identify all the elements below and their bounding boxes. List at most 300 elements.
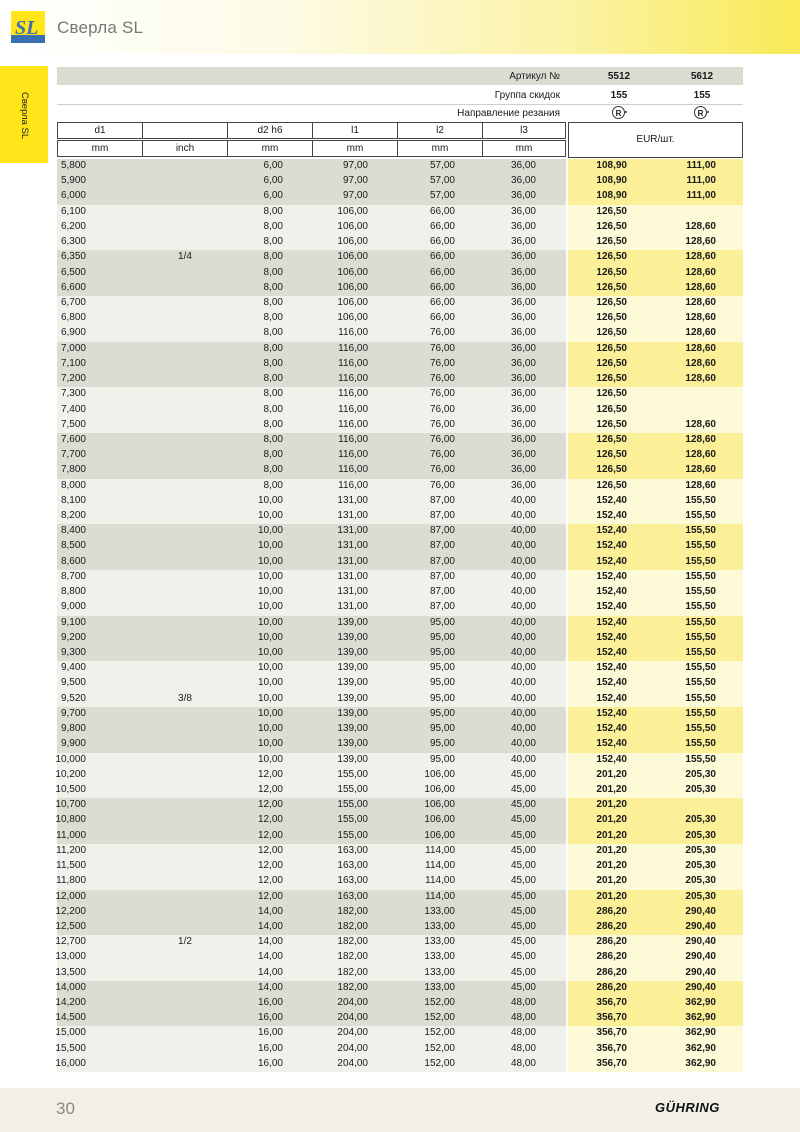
cell-l3: 45,00 <box>510 951 536 963</box>
cell-l2: 133,00 <box>424 981 455 993</box>
cell-price-5612: 290,40 <box>685 936 716 948</box>
row-band <box>57 524 566 539</box>
cell-price-5612: 155,50 <box>685 494 716 506</box>
price-band <box>568 342 743 357</box>
row-band <box>57 874 566 889</box>
price-band <box>568 981 743 996</box>
cell-price-5612: 155,50 <box>685 586 716 598</box>
row-band <box>57 266 566 281</box>
table-row <box>57 935 743 950</box>
cell-d1: 7,200 <box>60 373 86 385</box>
cell-l2: 76,00 <box>429 433 455 445</box>
cell-l1: 106,00 <box>337 296 368 308</box>
row-band <box>57 631 566 646</box>
cell-d2: 14,00 <box>257 920 283 932</box>
cell-l2: 66,00 <box>429 251 455 263</box>
cell-price-5512: 356,70 <box>596 1057 627 1069</box>
table-row <box>57 387 743 402</box>
cell-price-5612: 111,00 <box>686 175 716 187</box>
cell-l3: 45,00 <box>510 783 536 795</box>
cell-d1: 10,700 <box>55 799 86 811</box>
cell-l2: 133,00 <box>424 920 455 932</box>
cell-l3: 48,00 <box>510 1057 536 1069</box>
cell-l1: 204,00 <box>337 1012 368 1024</box>
unit-d1: mm <box>57 140 143 157</box>
cell-d2: 12,00 <box>257 890 283 902</box>
cell-l2: 87,00 <box>429 540 455 552</box>
cell-l1: 163,00 <box>337 860 368 872</box>
row-band <box>57 342 566 357</box>
cell-l2: 133,00 <box>424 905 455 917</box>
cell-l1: 163,00 <box>337 875 368 887</box>
cell-price-5612: 128,60 <box>685 479 716 491</box>
price-band <box>568 235 743 250</box>
cell-price-5612: 290,40 <box>685 905 716 917</box>
price-band <box>568 631 743 646</box>
article-5612: 5612 <box>690 71 714 82</box>
cell-price-5512: 286,20 <box>596 905 627 917</box>
cell-d2: 10,00 <box>257 540 283 552</box>
cell-l2: 87,00 <box>429 510 455 522</box>
cell-l2: 133,00 <box>424 936 455 948</box>
cell-price-5512: 201,20 <box>596 768 627 780</box>
cell-d1: 13,000 <box>55 951 86 963</box>
row-band <box>57 357 566 372</box>
cell-price-5612: 155,50 <box>685 570 716 582</box>
price-band <box>568 966 743 981</box>
cell-price-5612: 155,50 <box>685 616 716 628</box>
cell-l2: 76,00 <box>429 449 455 461</box>
cell-d1: 9,700 <box>60 707 86 719</box>
table-row <box>57 890 743 905</box>
row-band <box>57 585 566 600</box>
cell-d1: 7,400 <box>60 403 86 415</box>
table-row <box>57 737 743 752</box>
cell-l1: 106,00 <box>337 266 368 278</box>
cell-price-5512: 126,50 <box>596 403 627 415</box>
cell-price-5512: 126,50 <box>596 449 627 461</box>
cell-price-5612: 155,50 <box>685 753 716 765</box>
cell-d1: 6,900 <box>60 327 86 339</box>
price-band <box>568 829 743 844</box>
cell-l3: 36,00 <box>510 433 536 445</box>
row-band <box>57 463 566 478</box>
unit-l3: mm <box>482 140 566 157</box>
cell-d1: 9,300 <box>60 647 86 658</box>
price-band <box>568 189 743 204</box>
cell-l3: 36,00 <box>510 418 536 430</box>
cell-l2: 66,00 <box>429 312 455 324</box>
cell-l3: 36,00 <box>510 357 536 369</box>
table-row <box>57 950 743 965</box>
cell-price-5512: 201,20 <box>596 890 627 902</box>
cell-l2: 95,00 <box>429 707 455 719</box>
cell-price-5512: 126,50 <box>596 296 627 308</box>
cell-l1: 139,00 <box>337 662 368 674</box>
cell-l3: 40,00 <box>510 494 536 506</box>
cell-l1: 155,00 <box>337 829 368 841</box>
cell-price-5612: 128,60 <box>685 236 716 248</box>
cell-l3: 40,00 <box>510 723 536 735</box>
cell-price-5512: 152,40 <box>596 586 627 598</box>
col-l3: l3 <box>482 122 566 139</box>
cell-l2: 95,00 <box>429 723 455 735</box>
table-row <box>57 692 743 707</box>
price-band <box>568 722 743 737</box>
cell-price-5512: 152,40 <box>596 510 627 522</box>
cell-price-5612: 111,00 <box>686 160 716 171</box>
cell-l1: 106,00 <box>337 236 368 248</box>
cell-l1: 131,00 <box>337 601 368 613</box>
cell-d1: 9,800 <box>60 723 86 735</box>
cell-l1: 97,00 <box>342 160 368 171</box>
cell-l2: 95,00 <box>429 662 455 674</box>
cell-price-5612: 155,50 <box>685 540 716 552</box>
discount-5612: 155 <box>693 90 711 101</box>
cell-d1: 5,900 <box>60 175 86 187</box>
cell-price-5512: 126,50 <box>596 373 627 385</box>
price-header: EUR/шт. <box>568 122 743 158</box>
cell-price-5612: 205,30 <box>685 829 716 841</box>
cell-price-5612: 205,30 <box>685 875 716 887</box>
table-row <box>57 646 743 661</box>
cell-price-5612: 205,30 <box>685 814 716 826</box>
cell-l1: 182,00 <box>337 981 368 993</box>
cell-l2: 76,00 <box>429 464 455 476</box>
cell-l1: 139,00 <box>337 738 368 750</box>
cell-d1: 12,500 <box>55 920 86 932</box>
cell-l1: 155,00 <box>337 768 368 780</box>
cell-d2: 10,00 <box>257 631 283 643</box>
price-band <box>568 935 743 950</box>
cell-price-5512: 126,50 <box>596 281 627 293</box>
cell-price-5512: 201,20 <box>596 875 627 887</box>
side-tab-label: Сверла SL <box>19 92 30 140</box>
cell-price-5512: 152,40 <box>596 677 627 689</box>
cell-d1: 7,700 <box>60 449 86 461</box>
cell-d2: 10,00 <box>257 494 283 506</box>
cell-inch: 1/4 <box>178 251 192 263</box>
page-number: 30 <box>56 1099 75 1118</box>
cell-price-5512: 126,50 <box>596 266 627 278</box>
cell-l3: 40,00 <box>510 707 536 719</box>
row-band <box>57 555 566 570</box>
cell-d1: 6,300 <box>60 236 86 248</box>
price-band <box>568 448 743 463</box>
cell-d2: 10,00 <box>257 647 283 658</box>
cell-d2: 10,00 <box>257 510 283 522</box>
cell-l3: 40,00 <box>510 631 536 643</box>
row-band <box>57 707 566 722</box>
cell-l3: 36,00 <box>510 464 536 476</box>
cell-price-5612: 362,90 <box>685 1012 716 1024</box>
table-row <box>57 281 743 296</box>
cell-l2: 66,00 <box>429 236 455 248</box>
cell-price-5512: 126,50 <box>596 479 627 491</box>
table-row <box>57 813 743 828</box>
cell-l2: 95,00 <box>429 753 455 765</box>
cell-price-5512: 126,50 <box>596 464 627 476</box>
cell-l1: 139,00 <box>337 677 368 689</box>
cell-d2: 10,00 <box>257 525 283 537</box>
cell-d1: 14,500 <box>55 1012 86 1024</box>
cell-l1: 116,00 <box>338 373 368 385</box>
cell-l3: 40,00 <box>510 692 536 704</box>
discount-label: Группа скидок <box>494 90 560 101</box>
cell-price-5612: 128,60 <box>685 251 716 263</box>
table-row <box>57 844 743 859</box>
row-band <box>57 996 566 1011</box>
cell-l3: 45,00 <box>510 829 536 841</box>
cell-price-5612: 205,30 <box>685 768 716 780</box>
article-row <box>57 67 743 85</box>
price-band <box>568 311 743 326</box>
table-row <box>57 1011 743 1026</box>
cell-price-5512: 126,50 <box>596 220 627 232</box>
table-row <box>57 585 743 600</box>
cell-d1: 8,700 <box>60 570 86 582</box>
cell-l2: 133,00 <box>424 951 455 963</box>
table-row <box>57 463 743 478</box>
cell-d1: 9,900 <box>60 738 86 750</box>
cell-l1: 182,00 <box>337 920 368 932</box>
cell-d2: 16,00 <box>257 1057 283 1069</box>
table-row <box>57 966 743 981</box>
cell-d2: 12,00 <box>257 783 283 795</box>
cell-l1: 182,00 <box>337 936 368 948</box>
cell-d2: 10,00 <box>257 586 283 598</box>
cell-price-5512: 108,90 <box>596 160 627 171</box>
cell-price-5512: 108,90 <box>596 175 627 187</box>
cell-price-5512: 152,40 <box>596 647 627 658</box>
cell-d1: 7,600 <box>60 433 86 445</box>
row-band <box>57 676 566 691</box>
col-l1: l1 <box>312 122 398 139</box>
price-band <box>568 996 743 1011</box>
cell-d2: 8,00 <box>263 418 283 430</box>
price-band <box>568 813 743 828</box>
cell-l2: 152,00 <box>424 1027 455 1039</box>
cell-l3: 45,00 <box>510 966 536 978</box>
cell-d1: 12,200 <box>55 905 86 917</box>
price-band <box>568 570 743 585</box>
cell-l1: 106,00 <box>337 251 368 263</box>
row-band <box>57 935 566 950</box>
cell-d2: 8,00 <box>263 327 283 339</box>
cell-l2: 95,00 <box>429 631 455 643</box>
cell-l1: 97,00 <box>342 190 368 202</box>
cell-d1: 14,200 <box>55 997 86 1009</box>
cell-l2: 57,00 <box>429 175 455 187</box>
price-band <box>568 387 743 402</box>
table-row <box>57 479 743 494</box>
cell-l1: 106,00 <box>337 220 368 232</box>
table-row <box>57 905 743 920</box>
page-title: Сверла SL <box>57 18 144 37</box>
cell-l1: 155,00 <box>337 814 368 826</box>
price-band <box>568 753 743 768</box>
cell-price-5512: 152,40 <box>596 570 627 582</box>
cell-price-5612: 155,50 <box>685 525 716 537</box>
cell-price-5512: 356,70 <box>596 997 627 1009</box>
cell-l3: 36,00 <box>510 312 536 324</box>
cell-l1: 131,00 <box>337 586 368 598</box>
cell-d1: 7,500 <box>60 418 86 430</box>
direction-row <box>57 104 743 122</box>
cell-l2: 106,00 <box>424 829 455 841</box>
cell-d2: 8,00 <box>263 236 283 248</box>
price-band <box>568 874 743 889</box>
cell-d1: 7,300 <box>60 388 86 400</box>
cell-d1: 10,500 <box>55 783 86 795</box>
row-band <box>57 981 566 996</box>
cell-price-5612: 290,40 <box>685 966 716 978</box>
cell-d2: 10,00 <box>257 738 283 750</box>
table-row <box>57 616 743 631</box>
cell-l2: 95,00 <box>429 616 455 628</box>
cell-l2: 152,00 <box>424 1042 455 1054</box>
cell-l3: 45,00 <box>510 890 536 902</box>
cell-price-5612: 128,60 <box>685 220 716 232</box>
cell-l1: 139,00 <box>337 723 368 735</box>
cell-l1: 163,00 <box>337 890 368 902</box>
price-band <box>568 768 743 783</box>
cell-d2: 14,00 <box>257 951 283 963</box>
cell-d2: 6,00 <box>263 175 283 187</box>
row-band <box>57 859 566 874</box>
row-band <box>57 783 566 798</box>
price-band <box>568 266 743 281</box>
table-row <box>57 981 743 996</box>
cell-d1: 9,200 <box>60 631 86 643</box>
cell-l3: 36,00 <box>510 479 536 491</box>
sl-logo-icon <box>11 11 45 43</box>
row-band <box>57 692 566 707</box>
table-row <box>57 174 743 189</box>
discount-row <box>57 86 743 105</box>
cell-d2: 14,00 <box>257 905 283 917</box>
cell-price-5612: 362,90 <box>685 1042 716 1054</box>
cell-d2: 12,00 <box>257 844 283 856</box>
cell-d2: 16,00 <box>257 1042 283 1054</box>
cell-l3: 40,00 <box>510 525 536 537</box>
cell-l2: 76,00 <box>429 418 455 430</box>
row-band <box>57 235 566 250</box>
table-row <box>57 418 743 433</box>
cell-price-5512: 286,20 <box>596 966 627 978</box>
table-row <box>57 311 743 326</box>
cell-l2: 66,00 <box>429 266 455 278</box>
price-band <box>568 707 743 722</box>
cell-d2: 12,00 <box>257 860 283 872</box>
cell-d1: 10,800 <box>55 814 86 826</box>
row-band <box>57 281 566 296</box>
side-tab[interactable] <box>0 66 48 163</box>
cell-l1: 204,00 <box>337 1057 368 1069</box>
cell-d2: 10,00 <box>257 677 283 689</box>
cell-price-5512: 152,40 <box>596 616 627 628</box>
row-band <box>57 433 566 448</box>
cell-inch: 1/2 <box>178 936 192 948</box>
cell-l3: 45,00 <box>510 814 536 826</box>
table-row <box>57 205 743 220</box>
cell-d1: 15,500 <box>55 1042 86 1054</box>
cell-price-5612: 128,60 <box>685 373 716 385</box>
price-band <box>568 646 743 661</box>
cell-l2: 95,00 <box>429 647 455 658</box>
cell-l1: 139,00 <box>337 692 368 704</box>
price-band <box>568 403 743 418</box>
cell-l3: 45,00 <box>510 905 536 917</box>
price-band <box>568 1011 743 1026</box>
table-row <box>57 555 743 570</box>
price-band <box>568 616 743 631</box>
cell-l2: 76,00 <box>429 357 455 369</box>
cell-l3: 36,00 <box>510 220 536 232</box>
cell-l3: 40,00 <box>510 753 536 765</box>
cell-price-5512: 201,20 <box>596 814 627 826</box>
cell-price-5612: 205,30 <box>685 783 716 795</box>
table-row <box>57 676 743 691</box>
cell-l3: 40,00 <box>510 510 536 522</box>
row-band <box>57 722 566 737</box>
cell-l1: 131,00 <box>337 540 368 552</box>
cell-l1: 116,00 <box>338 433 368 445</box>
cell-l2: 87,00 <box>429 601 455 613</box>
cell-price-5512: 152,40 <box>596 692 627 704</box>
cell-d2: 10,00 <box>257 692 283 704</box>
cell-l1: 116,00 <box>338 449 368 461</box>
cell-d1: 6,800 <box>60 312 86 324</box>
cell-l2: 87,00 <box>429 570 455 582</box>
cell-l1: 116,00 <box>338 464 368 476</box>
unit-l1: mm <box>312 140 398 157</box>
cell-price-5612: 155,50 <box>685 662 716 674</box>
cell-l3: 36,00 <box>510 251 536 263</box>
table-row <box>57 1057 743 1072</box>
cell-l3: 40,00 <box>510 647 536 658</box>
cell-price-5612: 128,60 <box>685 357 716 369</box>
cell-d1: 12,700 <box>55 936 86 948</box>
table-row <box>57 403 743 418</box>
cell-l1: 116,00 <box>338 403 368 415</box>
cell-l2: 66,00 <box>429 281 455 293</box>
cell-d1: 12,000 <box>55 890 86 902</box>
row-band <box>57 890 566 905</box>
cell-d2: 16,00 <box>257 1012 283 1024</box>
row-band <box>57 220 566 235</box>
cell-price-5512: 126,50 <box>596 236 627 248</box>
direction-label: Направление резания <box>457 108 560 119</box>
cell-l3: 40,00 <box>510 738 536 750</box>
cell-d1: 6,000 <box>60 190 86 202</box>
cell-price-5512: 152,40 <box>596 494 627 506</box>
price-band <box>568 798 743 813</box>
cell-d1: 13,500 <box>55 966 86 978</box>
cell-price-5612: 155,50 <box>685 601 716 613</box>
cell-price-5612: 155,50 <box>685 677 716 689</box>
cell-d2: 12,00 <box>257 875 283 887</box>
cell-d2: 8,00 <box>263 312 283 324</box>
cell-d2: 10,00 <box>257 555 283 567</box>
table-row <box>57 570 743 585</box>
cell-l2: 106,00 <box>424 768 455 780</box>
cell-d1: 8,500 <box>60 540 86 552</box>
cell-l1: 131,00 <box>337 525 368 537</box>
cell-d1: 16,000 <box>55 1057 86 1069</box>
table-row <box>57 342 743 357</box>
cell-l1: 155,00 <box>337 799 368 811</box>
